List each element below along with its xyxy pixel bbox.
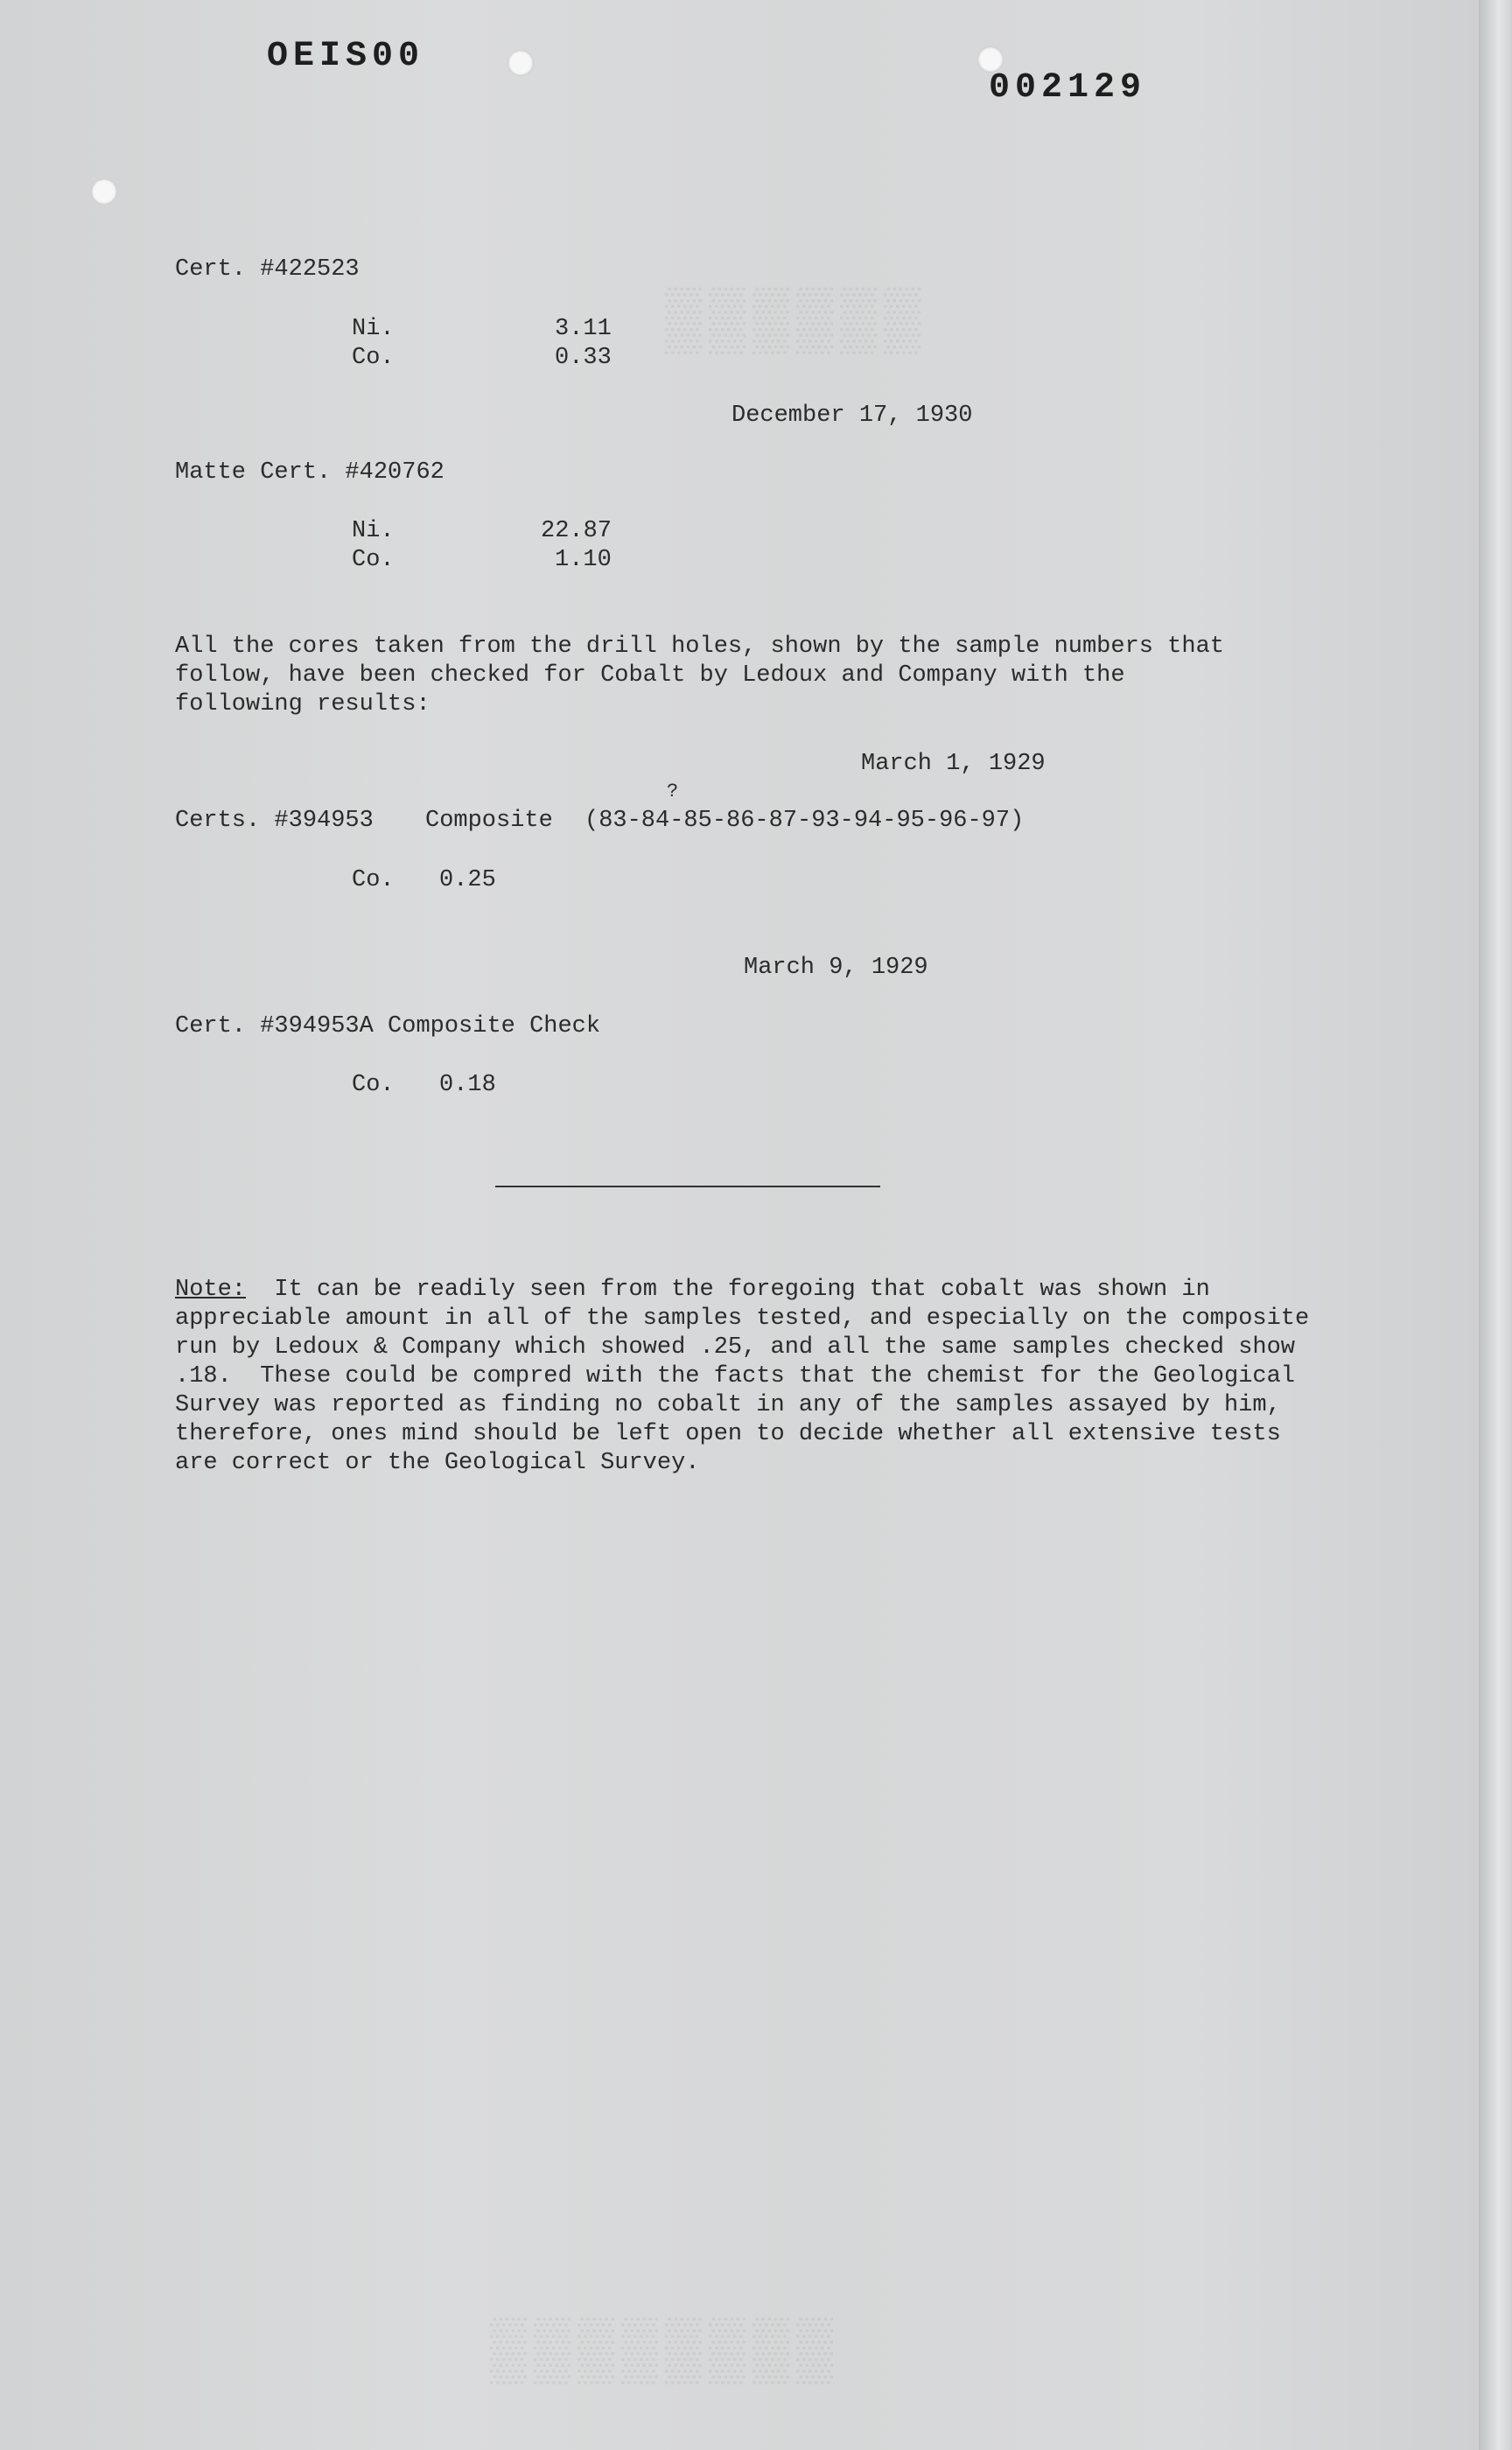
cert2-ni-value: 22.87 <box>541 518 612 544</box>
date-march-9: March 9, 1929 <box>744 955 928 981</box>
handwritten-question-mark: ? <box>667 780 679 802</box>
cert2-ni-label: Ni. <box>352 518 395 544</box>
date-march-1: March 1, 1929 <box>861 751 1046 777</box>
cert3-samples: (83-84-85-86-87-93-94-95-96-97) <box>584 808 1025 834</box>
note-text: It can be readily seen from the foregoing that cobalt was shown in <box>274 1277 1210 1303</box>
punch-hole <box>508 50 534 76</box>
cert3-label: Certs. #394953 <box>175 808 374 834</box>
note-label: Note: <box>175 1277 247 1303</box>
punch-hole <box>91 178 117 205</box>
note-line: are correct or the Geological Survey. <box>175 1450 700 1476</box>
page-edge <box>1479 0 1512 2450</box>
cert1-co-value: 0.33 <box>555 345 612 371</box>
cert4-label: Cert. #394953A Composite Check <box>175 1013 601 1040</box>
intro-line: following results: <box>175 691 430 718</box>
cert4-co-label: Co. <box>352 1072 395 1098</box>
stamp-number-top-left: OEIS00 <box>267 37 425 76</box>
cert1-co-label: Co. <box>352 345 395 371</box>
cert3-co-value: 0.25 <box>439 867 496 893</box>
note-first-line <box>175 1276 1210 1305</box>
intro-line: follow, have been checked for Cobalt by Ledoux and Company with the <box>175 662 1125 689</box>
stamp-number-top-right: 002129 <box>989 68 1147 108</box>
cert4-co-value: 0.18 <box>439 1072 496 1098</box>
cert1-ni-value: 3.11 <box>555 316 612 342</box>
cert3-type: Composite <box>425 808 553 834</box>
cert2-co-label: Co. <box>352 547 395 573</box>
cert2-label: Matte Cert. #420762 <box>175 459 444 486</box>
divider-line <box>495 1186 880 1187</box>
bleed-through-text: ▒▒▒▒▒▒ <box>665 289 928 358</box>
date-december-1930: December 17, 1930 <box>732 402 973 429</box>
note-line: run by Ledoux & Company which showed .25, and all the same samples checked show <box>175 1334 1296 1361</box>
note-line: appreciable amount in all of the samples tested, and especially on the composite <box>175 1306 1310 1332</box>
note-line: .18. These could be compred with the facts that the chemist for the Geological <box>175 1363 1296 1390</box>
cert3-co-label: Co. <box>352 867 395 893</box>
note-line: Survey was reported as finding no cobalt in any of the samples assayed by him, <box>175 1392 1281 1418</box>
note-line: therefore, ones mind should be left open to decide whether all extensive tests <box>175 1421 1281 1447</box>
cert1-ni-label: Ni. <box>352 316 395 342</box>
intro-line: All the cores taken from the drill holes, shown by the sample numbers that <box>175 634 1224 660</box>
cert2-co-value: 1.10 <box>555 547 612 573</box>
bleed-through-text: ▒▒▒▒▒▒▒▒ <box>490 2319 841 2388</box>
cert1-label: Cert. #422523 <box>175 256 360 283</box>
